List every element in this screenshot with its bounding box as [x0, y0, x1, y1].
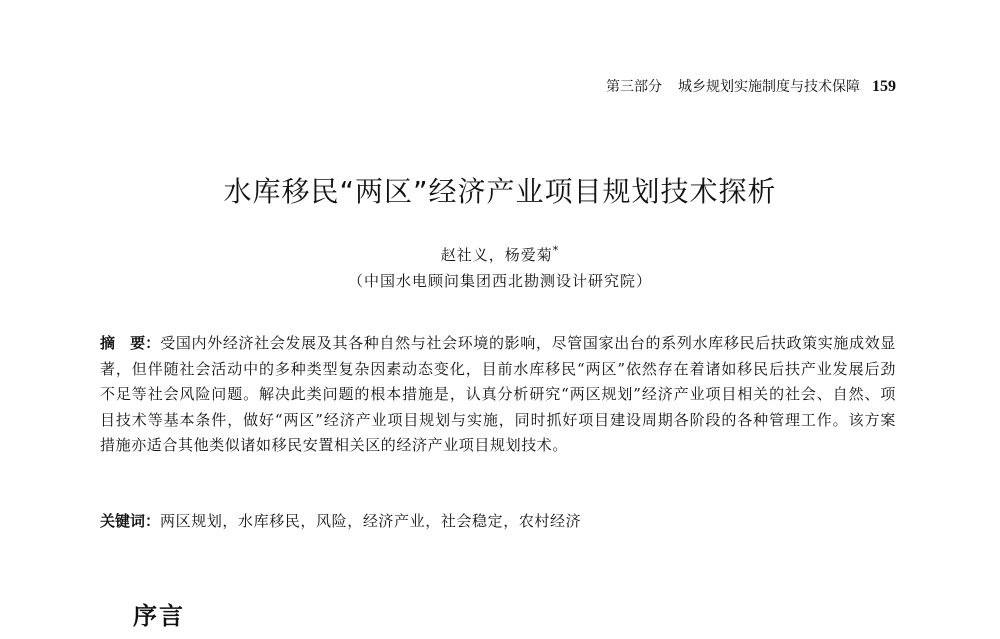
section-heading: 序言: [133, 601, 185, 630]
corresponding-author-mark: *: [552, 244, 560, 257]
affiliation: （中国水电顾问集团西北勘测设计研究院）: [347, 272, 652, 290]
author-names: 赵社义，杨爱菊: [440, 246, 553, 264]
abstract-label: 摘 要：: [100, 334, 161, 352]
header-part: 第三部分: [606, 79, 662, 95]
running-header: [606, 76, 896, 96]
header-section: 城乡规划实施制度与技术保障: [678, 79, 860, 95]
keywords-label: 关键词：: [100, 512, 161, 530]
authors: [0, 244, 1000, 265]
keywords: [100, 509, 896, 534]
abstract-text: 受国内外经济社会发展及其各种自然与社会环境的影响，尽管国家出台的系列水库移民后扶政策实施成效显著，但伴随社会活动中的多种类型复杂因素动态变化，目前水库移民“两区”依然存在着诸如移民后扶产业发展后劲不足等社会风险问题。解决此类问题的根本措施是，认真分析研究“两区规划”经济产业项目相关的社会、自然、项目技术等基本条件，做好“两区”经济产业项目规划与实施，同时抓好项目建设周期各阶段的各种管理工作。该方案措施亦适合其他类似诸如移民安置相关区的经济产业项目规划技术。: [100, 334, 896, 454]
abstract: [100, 331, 896, 459]
keywords-text: 两区规划，水库移民，风险，经济产业，社会稳定，农村经济: [160, 512, 582, 530]
page-number: 159: [872, 78, 896, 95]
paper-title: 水库移民“两区”经济产业项目规划技术探析: [223, 175, 777, 208]
